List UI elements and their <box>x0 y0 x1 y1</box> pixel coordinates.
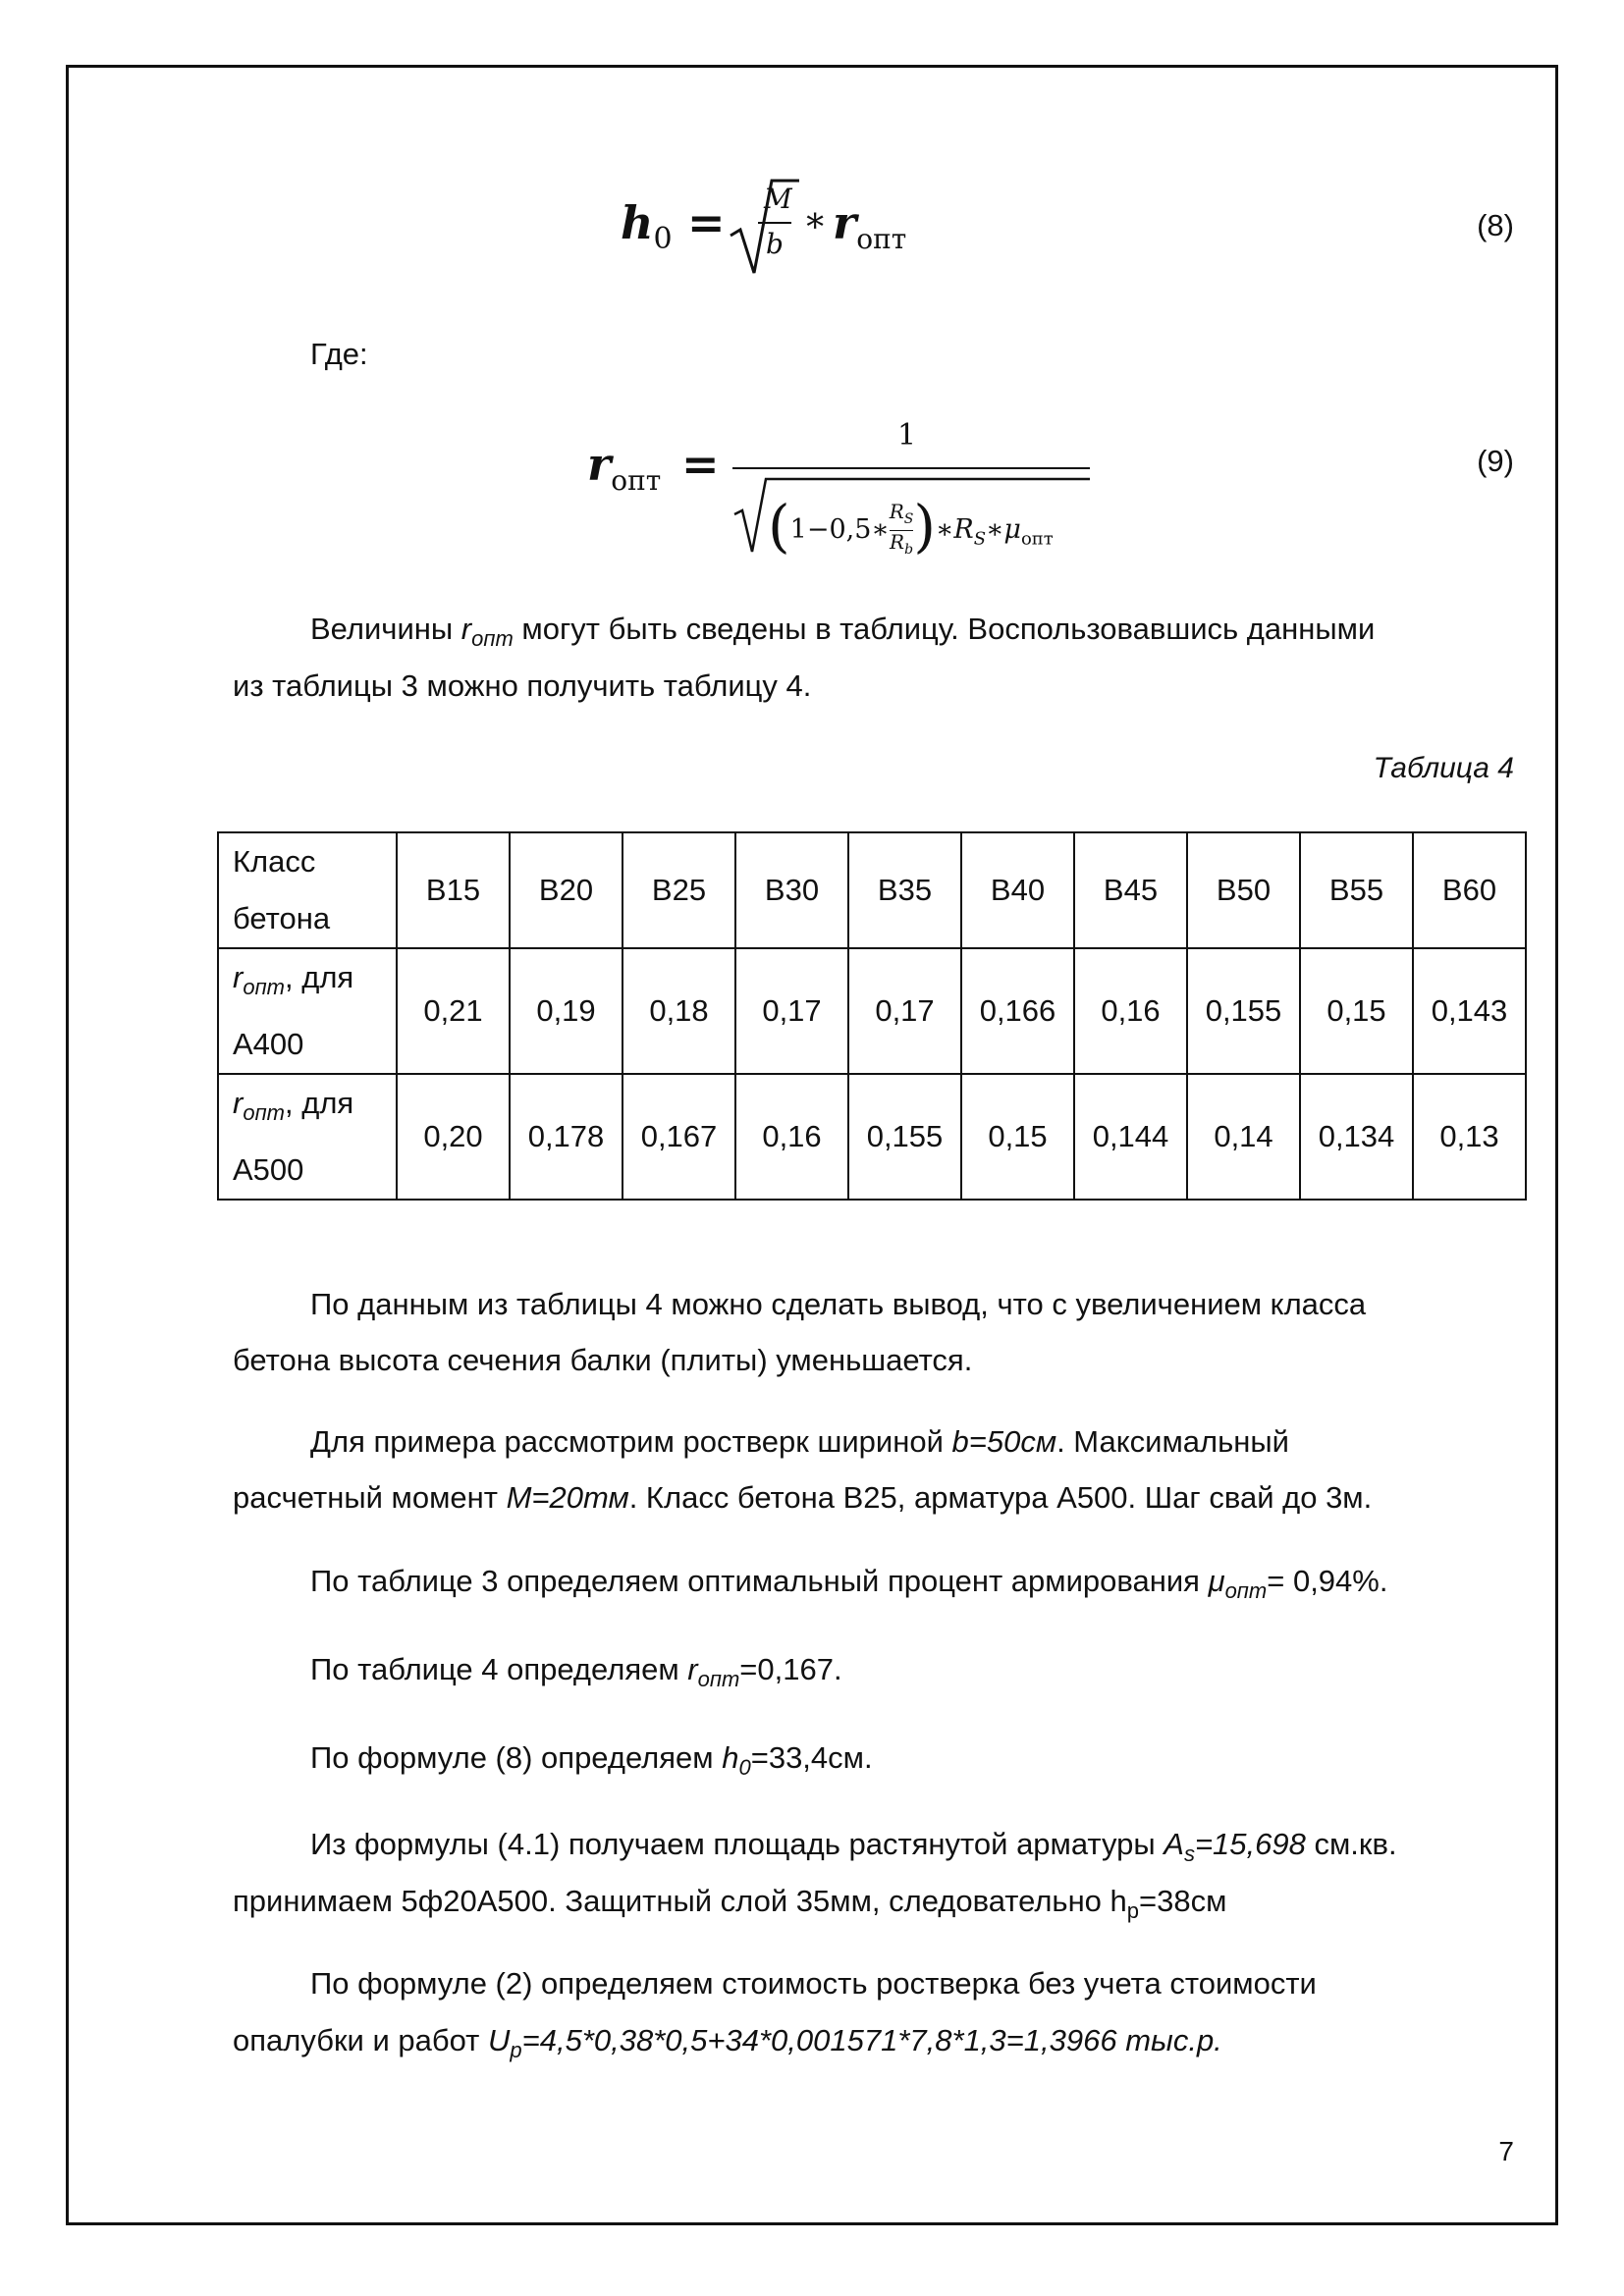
formula-8-fraction-bar <box>758 222 791 224</box>
table-cell: 0,178 <box>510 1074 623 1200</box>
para2-line1: По данным из таблицы 4 можно сделать вывод, что с увеличением класса <box>310 1287 1367 1321</box>
header-label-line2: бетона <box>233 901 331 935</box>
table-cell: 0,14 <box>1187 1074 1300 1200</box>
table-cell: 0,13 <box>1413 1074 1526 1200</box>
formula-8-num: M <box>764 183 792 215</box>
para3-a: Для примера рассмотрим ростверк шириной <box>310 1424 952 1459</box>
para4-a: По таблице 3 определяем оптимальный процент армирования <box>310 1564 1209 1598</box>
para6-h-sub: 0 <box>738 1755 751 1781</box>
para3-d: расчетный момент <box>233 1480 507 1515</box>
para7-line2 <box>233 1873 1226 1940</box>
table-cell: 0,166 <box>961 948 1074 1074</box>
table-cell: 0,17 <box>848 948 961 1074</box>
formula-9-rs-sub: S <box>903 511 914 527</box>
table-cell: 0,155 <box>1187 948 1300 1074</box>
table-cell: 0,16 <box>1074 948 1187 1074</box>
para1-r-sub: опт <box>471 626 514 652</box>
row-label-tail: , для <box>285 1086 354 1121</box>
para2-line2: бетона высота сечения балки (плиты) уменьшается. <box>233 1343 973 1377</box>
formula-9-den-part3: ∗μ <box>986 514 1021 545</box>
row-label-r-sub: опт <box>243 975 285 1000</box>
para3-c: . Максимальный <box>1056 1424 1289 1459</box>
para7-d: =38см <box>1139 1884 1227 1918</box>
table-cell: 0,21 <box>397 948 510 1074</box>
header-class-cell: B25 <box>623 832 735 948</box>
para4-mu: μ <box>1208 1564 1225 1598</box>
para7-a: Из формулы (4.1) получаем площадь растянутой арматуры <box>310 1827 1164 1861</box>
formula-9-denominator: (1−0,5∗ $\frac{R_S}{R_b}$ )$∗R_S∗\mu_{опт}$ <box>768 493 1054 560</box>
para5 <box>310 1641 842 1708</box>
row-label-line2: А400 <box>233 1027 304 1062</box>
formula-9-lhs-sub: опт <box>611 464 662 498</box>
para8-u-val: =4,5*0,38*0,5+34*0,001571*7,8*1,3=1,3966 тыс.р. <box>521 2023 1222 2057</box>
table-cell: 0,18 <box>623 948 735 1074</box>
para3-f: . Класс бетона В25, арматура А500. Шаг свай до 3м. <box>628 1480 1373 1515</box>
header-label-line1: Класс <box>233 844 316 879</box>
table-cell: 0,167 <box>623 1074 735 1200</box>
para6-b: =33,4см. <box>750 1740 873 1775</box>
table-cell: 0,16 <box>735 1074 848 1200</box>
table-caption: Таблица 4 <box>1373 752 1514 784</box>
header-class-cell: B30 <box>735 832 848 948</box>
para7-b: см.кв. <box>1305 1827 1397 1861</box>
row-label-cell <box>218 948 397 1074</box>
table-cell: 0,15 <box>1300 948 1413 1074</box>
para4 <box>310 1553 1387 1620</box>
para6-h: h <box>722 1740 739 1775</box>
table-cell: 0,15 <box>961 1074 1074 1200</box>
para8-line2 <box>233 2012 1222 2079</box>
para7-c-sub: р <box>1126 1898 1140 1924</box>
para7-as-sub: s <box>1183 1842 1195 1867</box>
table-cell: 0,144 <box>1074 1074 1187 1200</box>
row-label-r: r <box>233 960 244 994</box>
table-header-row <box>218 832 1526 948</box>
para3-moment: M=20тм <box>506 1480 629 1515</box>
equation-number-8: (8) <box>1477 208 1514 242</box>
formula-8-r: r <box>833 196 857 249</box>
formula-8-r-sub: опт <box>856 223 907 256</box>
formula-8-lhs-sub: 0 <box>653 222 673 257</box>
para5-r: r <box>687 1652 698 1686</box>
header-class-cell: B60 <box>1413 832 1526 948</box>
table-cell: 0,143 <box>1413 948 1526 1074</box>
para6 <box>310 1730 873 1796</box>
formula-9-den-part2: ∗R <box>936 514 974 545</box>
formula-8-eq: = <box>687 196 726 249</box>
para7-as: A <box>1164 1827 1184 1861</box>
table-cell: 0,19 <box>510 948 623 1074</box>
table-cell: 0,134 <box>1300 1074 1413 1200</box>
row-label-line2: А500 <box>233 1152 304 1188</box>
formula-9-den-part3-sub: опт <box>1020 528 1054 550</box>
equation-number-9: (9) <box>1477 444 1514 478</box>
para1-line2: из таблицы 3 можно получить таблицу 4. <box>233 668 812 703</box>
para3-width: b=50см <box>951 1424 1057 1459</box>
table-cell: 0,20 <box>397 1074 510 1200</box>
para7-c: принимаем 5ф20А500. Защитный слой 35мм, следовательно h <box>233 1884 1127 1918</box>
table-row <box>218 948 1526 1074</box>
header-label-cell <box>218 832 397 948</box>
header-class-cell: B45 <box>1074 832 1187 948</box>
para8-u: U <box>488 2023 511 2057</box>
header-class-cell: B40 <box>961 832 1074 948</box>
para1-text-a: Величины <box>310 612 461 646</box>
header-class-cell: B20 <box>510 832 623 948</box>
header-class-cell: B50 <box>1187 832 1300 948</box>
formula-9-fraction-bar <box>732 467 1090 469</box>
formula-8-den: b <box>766 228 784 260</box>
header-class-cell: B15 <box>397 832 510 948</box>
table-cell: 0,17 <box>735 948 848 1074</box>
row-label-cell <box>218 1074 397 1200</box>
formula-9-eq: = <box>681 438 720 491</box>
table-row <box>218 1074 1526 1200</box>
row-label-r-sub: опт <box>243 1100 285 1126</box>
para1-text-b: могут быть сведены в таблицу. Воспользовавшись данными <box>513 612 1376 646</box>
formula-8-lhs: h <box>621 196 654 249</box>
formula-9-lhs: r <box>587 438 612 491</box>
table-4 <box>217 831 1527 1201</box>
para5-a: По таблице 4 определяем <box>310 1652 688 1686</box>
formula-8 <box>621 175 935 283</box>
formula-8-mult: ∗ <box>803 200 828 240</box>
para8-line1: По формуле (2) определяем стоимость ростверка без учета стоимости <box>310 1966 1317 2001</box>
header-class-cell: B35 <box>848 832 961 948</box>
para8-b: опалубки и работ <box>233 2023 488 2057</box>
where-label: Где: <box>310 337 368 371</box>
formula-9-den-part1: 1−0,5∗ <box>789 514 890 545</box>
formula-9-num: 1 <box>897 418 917 453</box>
para5-r-sub: опт <box>697 1667 740 1692</box>
page-number: 7 <box>1498 2136 1514 2166</box>
formula-9-rs: R <box>889 500 904 523</box>
formula-9-rb-sub: b <box>904 542 914 558</box>
formula-9-den-part2-sub: S <box>973 528 987 550</box>
para4-mu-sub: опт <box>1224 1578 1268 1604</box>
para6-a: По формуле (8) определяем <box>310 1740 723 1775</box>
para3-line1 <box>310 1414 1289 1470</box>
formula-9 <box>587 410 1098 558</box>
row-label-r: r <box>233 1086 244 1121</box>
table-cell: 0,155 <box>848 1074 961 1200</box>
para3-line2 <box>233 1469 1372 1526</box>
header-class-cell: B55 <box>1300 832 1413 948</box>
para7-as-val: =15,698 <box>1194 1827 1306 1861</box>
para5-b: =0,167. <box>739 1652 842 1686</box>
formula-9-rb: R <box>890 530 905 554</box>
para8-u-sub: р <box>510 2038 522 2063</box>
para4-b: = 0,94%. <box>1267 1564 1388 1598</box>
row-label-tail: , для <box>285 960 354 994</box>
para1-r: r <box>460 612 472 646</box>
